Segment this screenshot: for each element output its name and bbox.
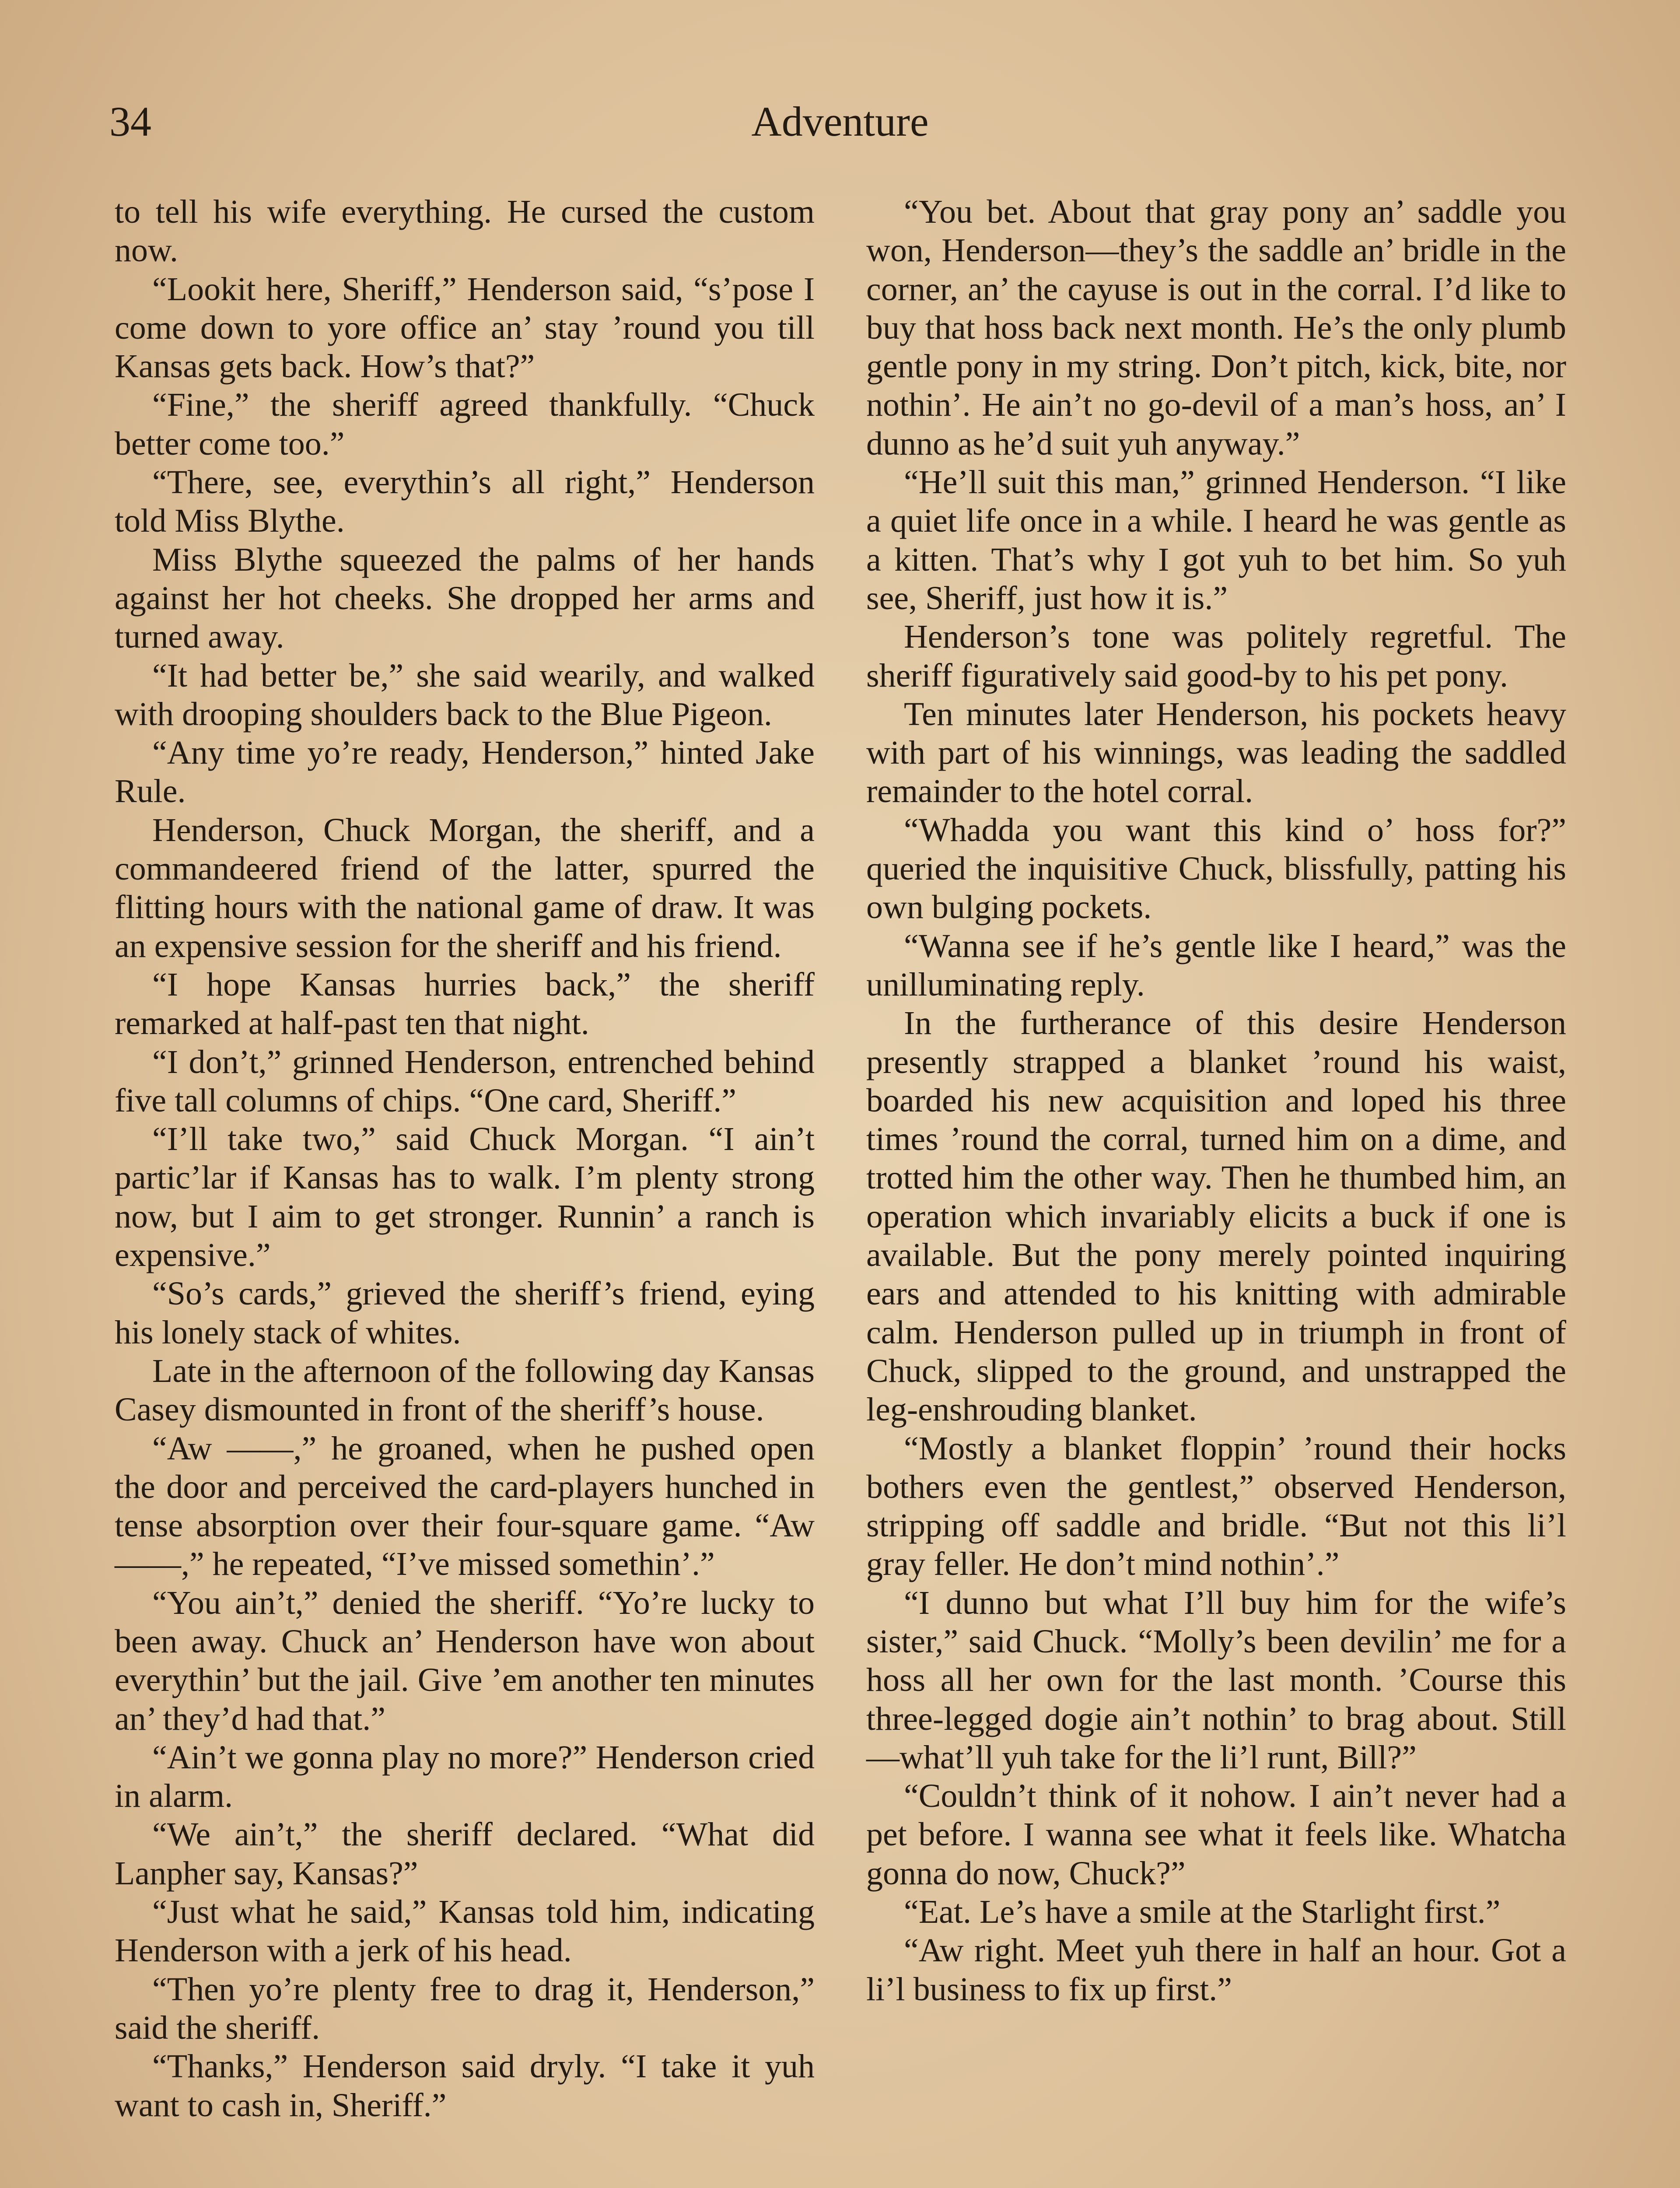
paragraph: “Any time yo’re ready, Henderson,” hinted Jake Rule.	[115, 734, 815, 810]
paragraph: “You bet. About that gray pony an’ saddle you won, Henderson—they’s the saddle an’ bridle in the corner, an’ the cayuse is out in the corral. I’d like to buy that hoss back next month. He’s the only plumb gentle pony in my string. Don’t pitch, kick, bite, nor nothin’. He ain’t no go-devil of a man’s hoss, an’ I dunno as he’d suit yuh anyway.”	[866, 193, 1566, 462]
paragraph: “Mostly a blanket floppin’ ’round their hocks bothers even the gentlest,” observed Henderson, stripping off saddle and bridle. “But not this li’l gray feller. He don’t mind nothin’.”	[866, 1430, 1566, 1583]
paragraph: “I dunno but what I’ll buy him for the wife’s sister,” said Chuck. “Molly’s been devilin’ me for a hoss all her own for the last month. ’Course this three-legged dogie ain’t nothin’ to brag about. Still—what’ll yuh take for the li’l runt, Bill?”	[866, 1584, 1566, 1776]
paragraph: “Wanna see if he’s gentle like I heard,” was the unilluminating reply.	[866, 927, 1566, 1003]
paragraph: “Then yo’re plenty free to drag it, Henderson,” said the sheriff.	[115, 1971, 815, 2046]
paragraph: “Aw ——,” he groaned, when he pushed open the door and perceived the card-players hunched in tense absorption over their four-square game. “Aw ——,” he repeated, “I’ve missed somethin’.”	[115, 1430, 815, 1583]
paragraph: “So’s cards,” grieved the sheriff’s friend, eying his lonely stack of whites.	[115, 1275, 815, 1351]
paragraph: Late in the afternoon of the following day Kansas Casey dismounted in front of the sheriff’s house.	[115, 1352, 815, 1428]
paragraph: “We ain’t,” the sheriff declared. “What did Lanpher say, Kansas?”	[115, 1816, 815, 1892]
running-head-title: Adventure	[751, 98, 929, 145]
paragraph: “He’ll suit this man,” grinned Henderson. “I like a quiet life once in a while. I heard he was gentle as a kitten. That’s why I got yuh to bet him. So yuh see, Sheriff, just how it is.”	[866, 464, 1566, 617]
paragraph: Henderson’s tone was politely regretful. The sheriff figuratively said good-by to his pet pony.	[866, 618, 1566, 694]
paragraph: Henderson, Chuck Morgan, the sheriff, and a commandeered friend of the latter, spurred the flitting hours with the national game of draw. It was an expensive session for the sheriff and his friend.	[115, 811, 815, 964]
paragraph: “Fine,” the sheriff agreed thankfully. “Chuck better come too.”	[115, 386, 815, 462]
paragraph: “Ain’t we gonna play no more?” Henderson cried in alarm.	[115, 1739, 815, 1815]
paragraph: “Aw right. Meet yuh there in half an hour. Got a li’l business to fix up first.”	[866, 1932, 1566, 2008]
paragraph: “Thanks,” Henderson said dryly. “I take it yuh want to cash in, Sheriff.”	[115, 2048, 815, 2124]
paragraph: “It had better be,” she said wearily, and walked with drooping shoulders back to the Blue Pigeon.	[115, 657, 815, 733]
page-number: 34	[109, 98, 151, 145]
right-text-column	[866, 193, 1566, 2009]
paragraph: “Lookit here, Sheriff,” Henderson said, “s’pose I come down to yore office an’ stay ’round you till Kansas gets back. How’s that?”	[115, 270, 815, 385]
paragraph: “I don’t,” grinned Henderson, entrenched behind five tall columns of chips. “One card, Sheriff.”	[115, 1043, 815, 1119]
paragraph: Miss Blythe squeezed the palms of her hands against her hot cheeks. She dropped her arms and turned away.	[115, 541, 815, 656]
left-text-column	[115, 193, 815, 2125]
paragraph: “Just what he said,” Kansas told him, indicating Henderson with a jerk of his head.	[115, 1893, 815, 1969]
paragraph: “There, see, everythin’s all right,” Henderson told Miss Blythe.	[115, 464, 815, 540]
paragraph: “Whadda you want this kind o’ hoss for?” queried the inquisitive Chuck, blissfully, patting his own bulging pockets.	[866, 811, 1566, 926]
paragraph: Ten minutes later Henderson, his pockets heavy with part of his winnings, was leading the saddled remainder to the hotel corral.	[866, 695, 1566, 810]
paragraph: to tell his wife everything. He cursed the custom now.	[115, 193, 815, 269]
paragraph: “You ain’t,” denied the sheriff. “Yo’re lucky to been away. Chuck an’ Henderson have won about everythin’ but the jail. Give ’em another ten minutes an’ they’d had that.”	[115, 1584, 815, 1737]
paragraph: “Couldn’t think of it nohow. I ain’t never had a pet before. I wanna see what it feels like. Whatcha gonna do now, Chuck?”	[866, 1778, 1566, 1892]
paragraph: “Eat. Le’s have a smile at the Starlight first.”	[904, 1893, 1501, 1931]
paragraph: “I’ll take two,” said Chuck Morgan. “I ain’t partic’lar if Kansas has to walk. I’m plenty strong now, but I aim to get stronger. Runnin’ a ranch is expensive.”	[115, 1121, 815, 1274]
paragraph: “I hope Kansas hurries back,” the sheriff remarked at half-past ten that night.	[115, 966, 815, 1042]
paragraph: In the furtherance of this desire Henderson presently strapped a blanket ’round his waist, boarded his new acquisition and loped his three times ’round the corral, turned him on a dime, and trotted him the other way. Then he thumbed him, an operation which invariably elicits a buck if one is available. But the pony merely pointed inquiring ears and attended to his knitting with admirable calm. Henderson pulled up in triumph in front of Chuck, slipped to the ground, and unstrapped the leg-enshrouding blanket.	[866, 1005, 1566, 1428]
